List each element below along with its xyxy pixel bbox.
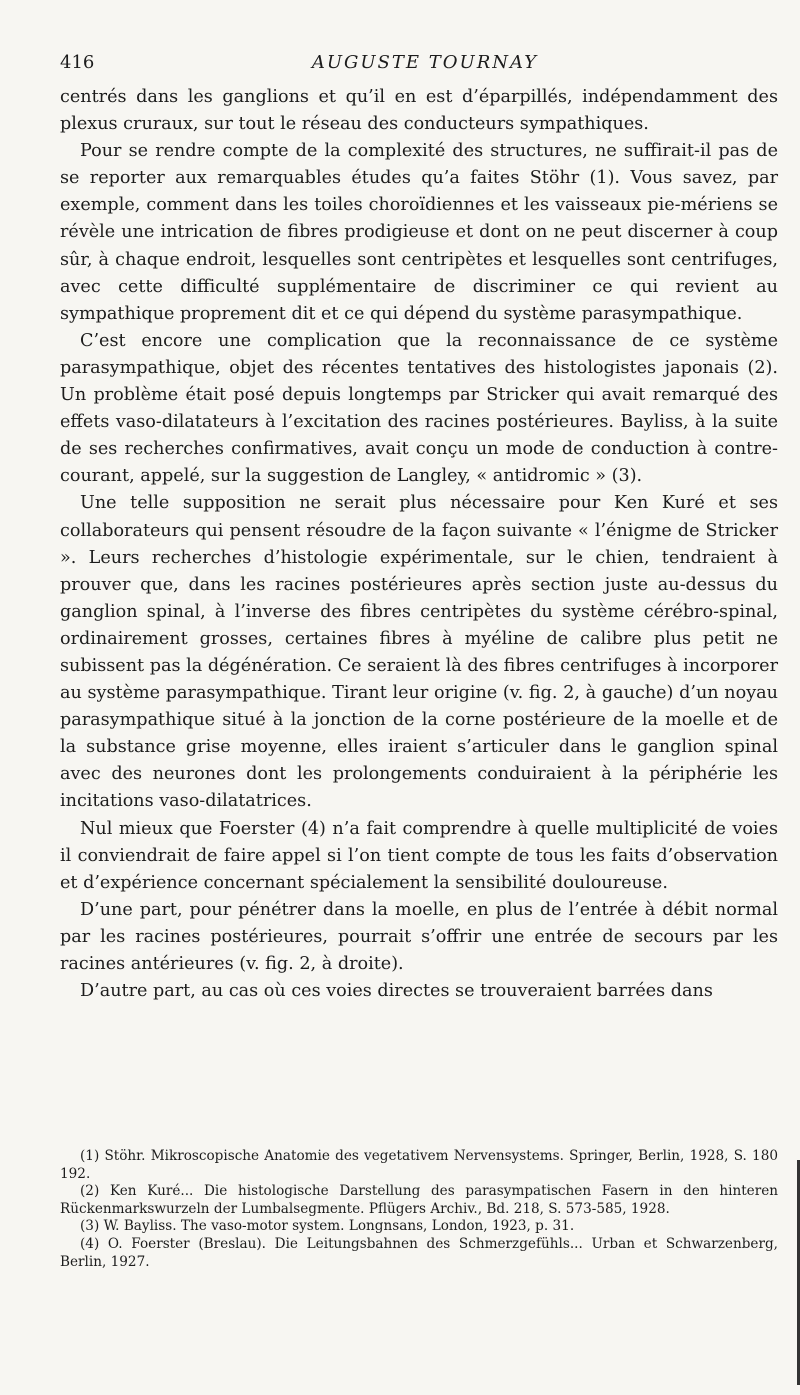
footnote: (2) Ken Kuré... Die histologische Darstellung des parasympatischen Fasern in den hinteren Rückenmarkswurzeln der Lumbalsegmente. Pflügers Archiv., Bd. 218, S. 573-585, 1928.	[60, 1183, 778, 1217]
footnote: (3) W. Bayliss. The vaso-motor system. Longnsans, London, 1923, p. 31.	[80, 1218, 575, 1235]
paragraph: C’est encore une complication que la reconnaissance de ce système parasympathique, objet des récentes tentatives des histologistes japonais (2). Un problème était posé depuis longtemps par Stricker qui avait remarqué des effets vaso-dilatateurs à l’excitation des racines postérieures. Bayliss, à la suite de ses recherches confirmatives, avait conçu un mode de conduction à contre-courant, appelé, sur la suggestion de Langley, « antidromic » (3).	[60, 330, 778, 487]
paragraph: D’une part, pour pénétrer dans la moelle, en plus de l’entrée à débit normal par les racines postérieures, pourrait s’offrir une entrée de secours par les racines antérieures (v. fig. 2, à droite).	[60, 899, 778, 974]
paragraph: Une telle supposition ne serait plus nécessaire pour Ken Kuré et ses collaborateurs qui pensent résoudre de la façon suivante « l’énigme de Stricker ». Leurs recherches d’histologie expérimentale, sur le chien, tendraient à prouver que, dans les racines postérieures après section juste au-dessus du ganglion spinal, à l’inverse des fibres centripètes du système cérébro-spinal, ordinairement grosses, certaines fibres à myéline de calibre plus petit ne subissent pas la dégénération. Ce seraient là des fibres centrifuges à incorporer au système parasympathique. Tirant leur origine (v. fig. 2, à gauche) d’un noyau parasympathique situé à la jonction de la corne postérieure de la moelle et de la substance grise moyenne, elles iraient s’articuler dans le ganglion spinal avec des neurones dont les prolongements conduiraient à la périphérie les incitations vaso-dilatatrices.	[60, 493, 778, 812]
paragraph: Pour se rendre compte de la complexité des structures, ne suffirait-il pas de se reporter aux remarquables études qu’a faites Stöhr (1). Vous savez, par exemple, comment dans les toiles choroïdiennes et les vaisseaux pie-mériens se révèle une intrication de fibres prodigieuse et dont on ne peut discerner à coup sûr, à chaque endroit, lesquelles sont centripètes et lesquelles sont centrifuges, avec cette difficulté supplémentaire de discriminer ce qui revient au sympathique proprement dit et ce qui dépend du système parasympathique.	[60, 141, 778, 324]
footnote: (1) Stöhr. Mikroscopische Anatomie des vegetativem Nervensystems. Springer, Berlin, 1928, S. 180 192.	[60, 1148, 778, 1182]
paragraph: D’autre part, au cas où ces voies directes se trouveraient barrées dans	[80, 981, 713, 1002]
body-text	[60, 84, 778, 1005]
running-title: AUGUSTE TOURNAY	[311, 52, 539, 73]
footnotes	[60, 1148, 778, 1271]
footnote: (4) O. Foerster (Breslau). Die Leitungsbahnen des Schmerzgefühls... Urban et Schwarzenberg, Berlin, 1927.	[60, 1235, 778, 1270]
paragraph: centrés dans les ganglions et qu’il en est d’éparpillés, indépendamment des plexus cruraux, sur tout le réseau des conducteurs sympathiques.	[60, 87, 778, 135]
running-head	[60, 52, 790, 76]
page-number: 416	[60, 52, 95, 73]
paragraph: Nul mieux que Foerster (4) n’a fait comprendre à quelle multiplicité de voies il conviendrait de faire appel si l’on tient compte de tous les faits d’observation et d’expérience concernant spécialement la sensibilité douloureuse.	[60, 818, 778, 893]
